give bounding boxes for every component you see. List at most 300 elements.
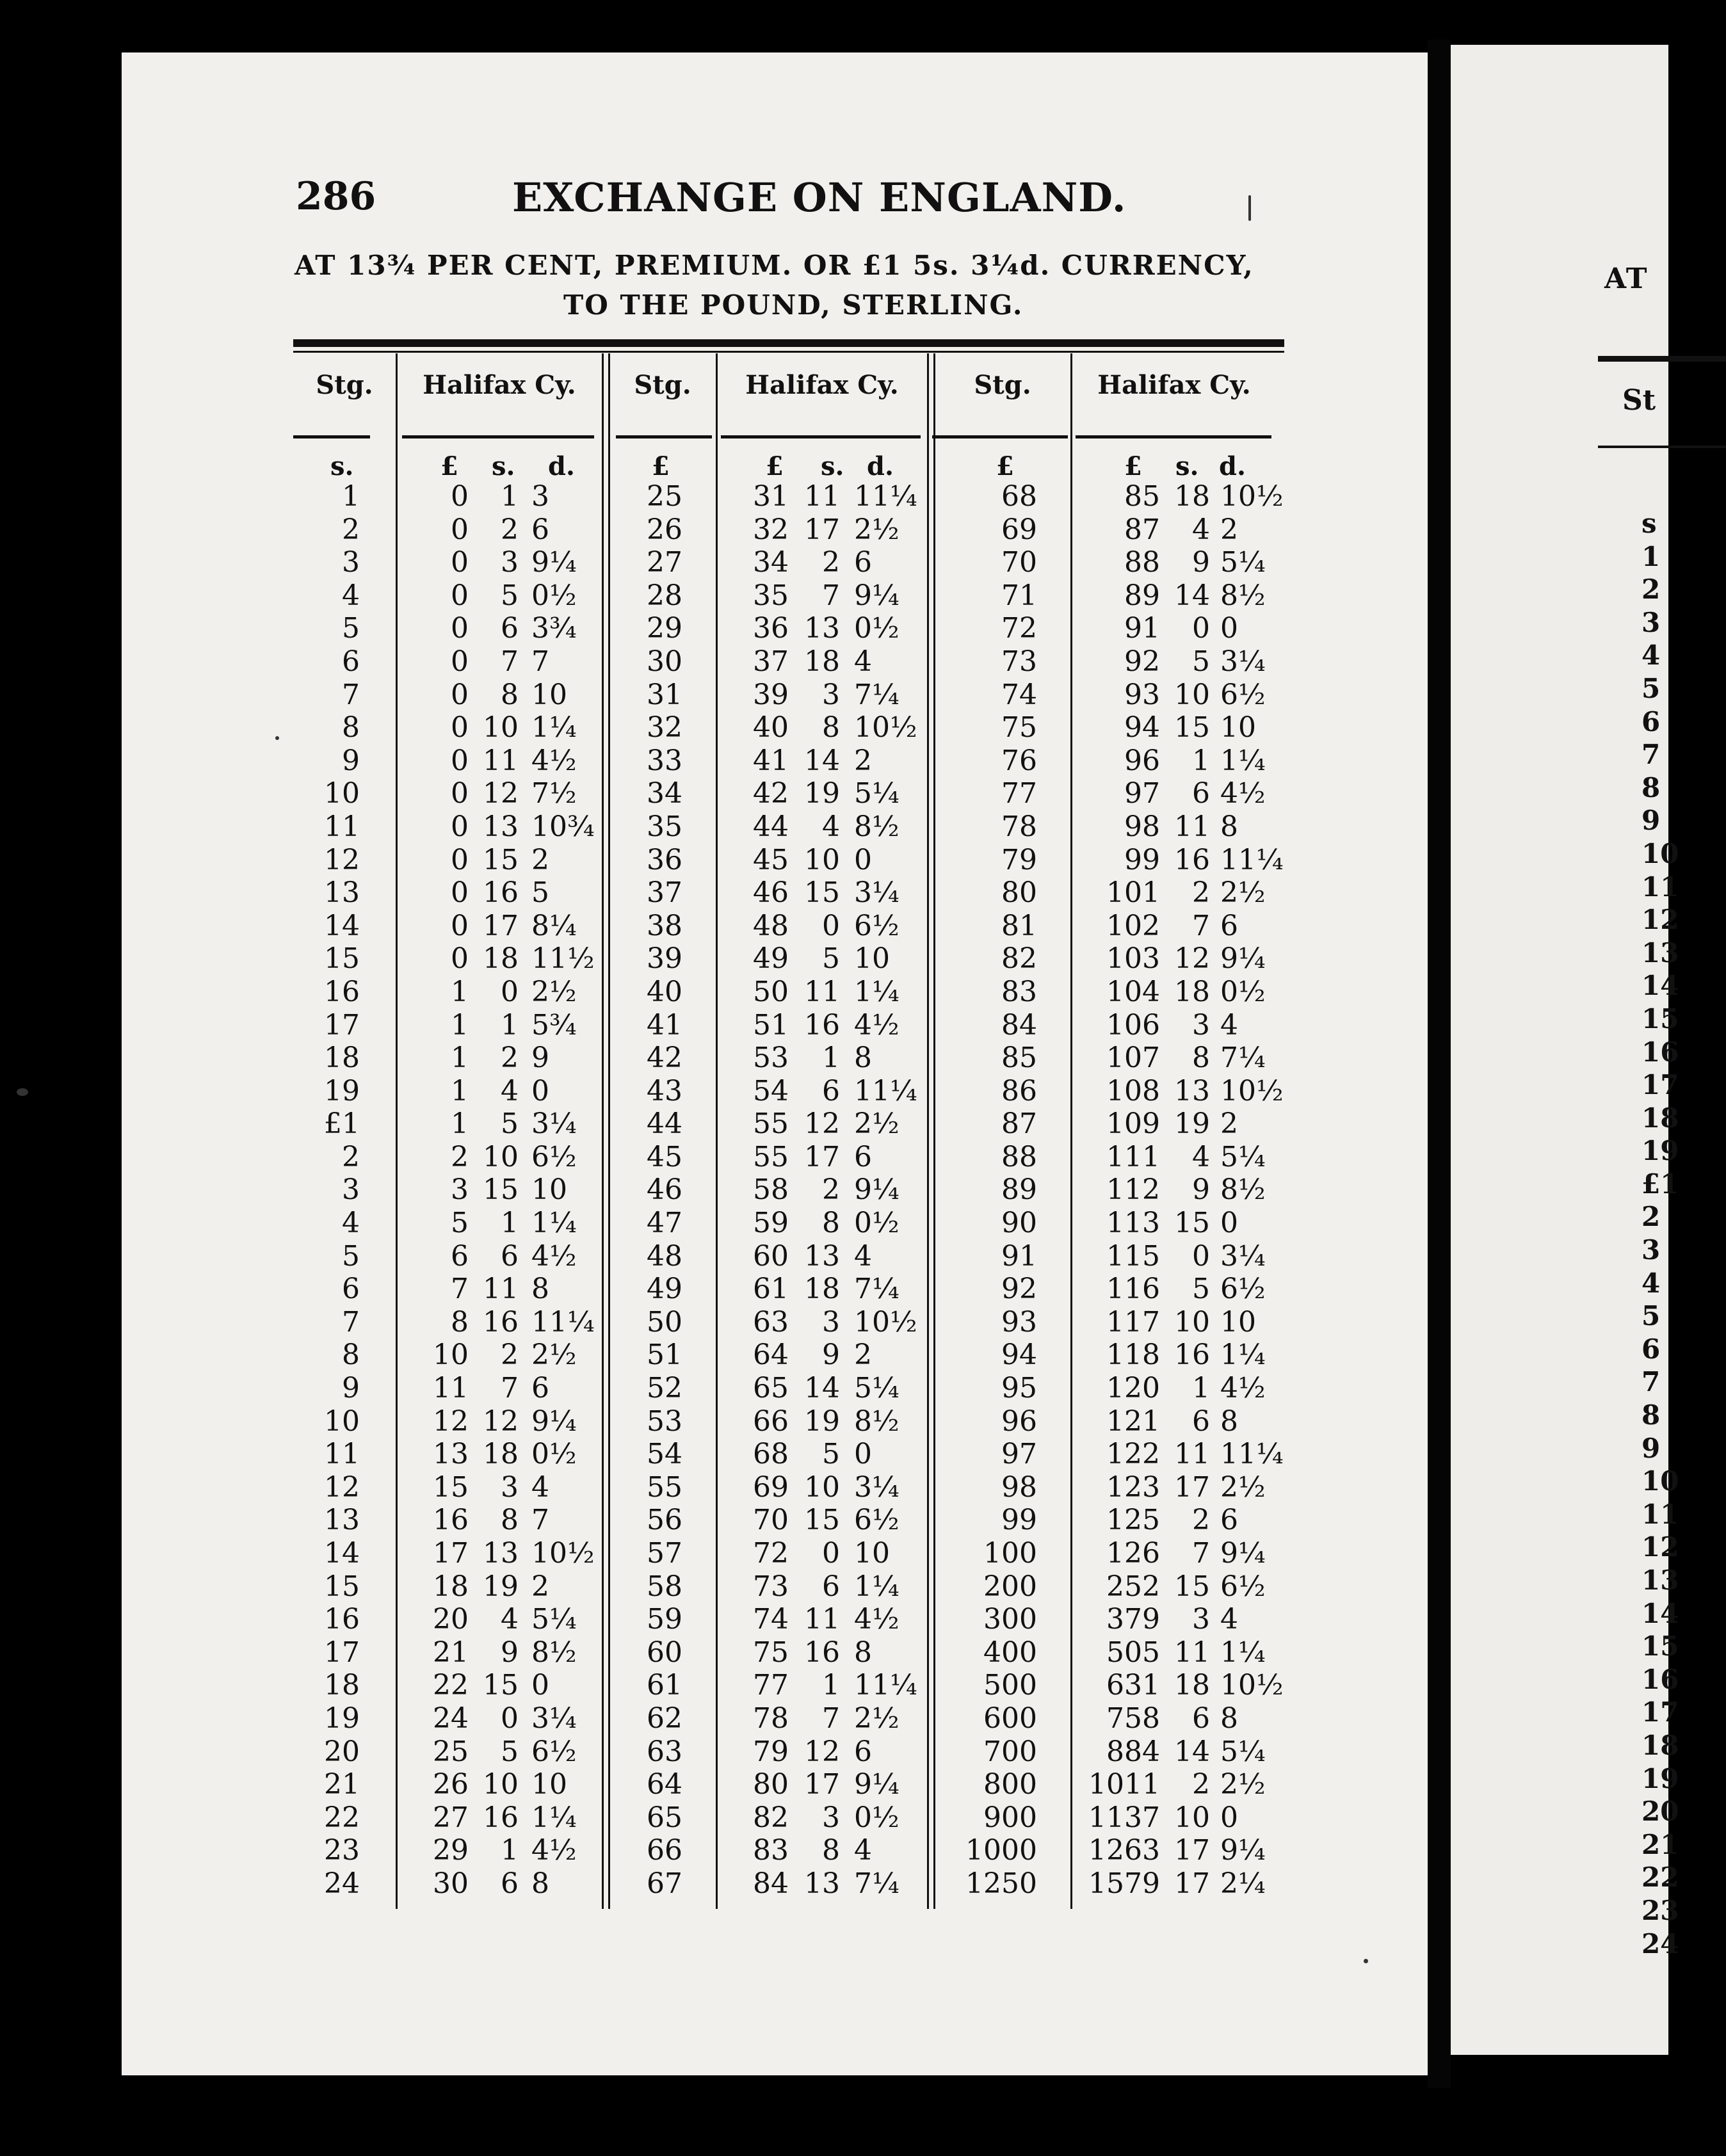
stg-cell: 96: [1001, 1404, 1037, 1438]
pounds-cell: 0: [451, 843, 469, 876]
pence-cell: 10: [531, 1768, 567, 1801]
stg-cell: 300: [983, 1603, 1037, 1636]
stg-cell: 36: [647, 843, 682, 876]
shillings-cell: 1: [501, 480, 519, 513]
stg-cell: 99: [1001, 1504, 1037, 1537]
pence-cell: 3¼: [854, 1470, 899, 1504]
adjacent-page-row-fragment: 13: [1641, 1565, 1679, 1596]
stg-cell: 1: [342, 480, 360, 513]
block1-pence-column: [531, 480, 602, 1901]
shillings-cell: 0: [1192, 1239, 1210, 1273]
shillings-cell: 13: [804, 1867, 840, 1900]
pounds-cell: 123: [1106, 1470, 1160, 1504]
pounds-cell: 31: [753, 480, 789, 513]
pounds-cell: 0: [451, 909, 469, 942]
shillings-cell: 12: [1174, 942, 1210, 976]
stg-cell: 34: [647, 777, 682, 810]
stg-cell: 20: [324, 1735, 360, 1768]
unit-label-pounds: £: [1124, 451, 1142, 481]
shillings-cell: 19: [804, 1404, 840, 1438]
pounds-cell: 15: [433, 1470, 469, 1504]
shillings-cell: 16: [483, 1305, 519, 1339]
stg-cell: 56: [647, 1504, 682, 1537]
pence-cell: 10: [1220, 1305, 1256, 1339]
shillings-cell: 14: [1174, 579, 1210, 612]
shillings-cell: 7: [1192, 1537, 1210, 1570]
shillings-cell: 9: [822, 1339, 840, 1372]
shillings-cell: 17: [804, 513, 840, 546]
stg-cell: 41: [647, 1008, 682, 1042]
stg-cell: 14: [324, 909, 360, 942]
pence-cell: 9¼: [854, 579, 899, 612]
pence-cell: 8: [854, 1636, 872, 1669]
stg-cell: 43: [647, 1074, 682, 1107]
pounds-cell: 17: [433, 1537, 469, 1570]
shillings-cell: 0: [822, 909, 840, 942]
pounds-cell: 1: [451, 975, 469, 1008]
stg-cell: 11: [324, 810, 360, 843]
shillings-cell: 15: [483, 1173, 519, 1207]
pence-cell: 5¼: [531, 1603, 577, 1636]
pence-cell: 8: [1220, 1701, 1238, 1735]
pence-cell: 9¼: [1220, 942, 1266, 976]
pounds-cell: 89: [1124, 579, 1160, 612]
pence-cell: 5¼: [854, 777, 899, 810]
pence-cell: 5: [531, 876, 549, 910]
stg-cell: 17: [324, 1008, 360, 1042]
stg-cell: 10: [324, 1404, 360, 1438]
adjacent-page-row-fragment: 6: [1641, 705, 1661, 737]
stg-cell: 7: [342, 678, 360, 711]
pence-cell: 7¼: [1220, 1042, 1266, 1075]
stg-cell: 97: [1001, 1438, 1037, 1471]
adjacent-page-row-fragment: 10: [1641, 1465, 1679, 1497]
stg-cell: 2: [342, 513, 360, 546]
header-rule: [402, 435, 594, 438]
adjacent-page-row-fragment: 11: [1641, 871, 1679, 903]
stg-cell: 70: [1001, 546, 1037, 579]
pounds-cell: 85: [1124, 480, 1160, 513]
shillings-cell: 19: [1174, 1107, 1210, 1141]
pounds-cell: 72: [753, 1537, 789, 1570]
stg-cell: 79: [1001, 843, 1037, 876]
pounds-cell: 5: [451, 1207, 469, 1240]
pence-cell: 8¼: [531, 909, 577, 942]
pence-cell: 1¼: [854, 975, 899, 1008]
pence-cell: 1¼: [1220, 1636, 1266, 1669]
shillings-cell: 2: [501, 1042, 519, 1075]
stg-cell: 13: [324, 876, 360, 910]
stg-cell: 26: [647, 513, 682, 546]
stg-cell: 67: [647, 1867, 682, 1900]
adjacent-page-row-fragment: 4: [1641, 1267, 1661, 1299]
stg-cell: 25: [647, 480, 682, 513]
unit-label-shillings: s.: [821, 451, 844, 481]
shillings-cell: 17: [1174, 1834, 1210, 1867]
adjacent-page-row-fragment: 7: [1641, 1366, 1661, 1398]
stg-cell: 37: [647, 876, 682, 910]
shillings-cell: 6: [501, 1867, 519, 1900]
pence-cell: 6: [1220, 1504, 1238, 1537]
pence-cell: 3¼: [1220, 645, 1266, 678]
pounds-cell: 78: [753, 1701, 789, 1735]
adjacent-page-row-fragment: 19: [1641, 1135, 1679, 1167]
block2-pounds-column: [736, 480, 789, 1901]
pence-cell: 4: [854, 1239, 872, 1273]
adjacent-page-row-fragment: s: [1641, 508, 1657, 539]
shillings-cell: 15: [1174, 1207, 1210, 1240]
pence-cell: 8½: [1220, 579, 1266, 612]
shillings-cell: 19: [804, 777, 840, 810]
pounds-cell: 39: [753, 678, 789, 711]
pounds-cell: 0: [451, 513, 469, 546]
stg-cell: 15: [324, 1570, 360, 1603]
pounds-cell: 0: [451, 678, 469, 711]
adjacent-page-row-fragment: 8: [1641, 771, 1661, 803]
stg-cell: 12: [324, 843, 360, 876]
pounds-cell: 96: [1124, 744, 1160, 777]
shillings-cell: 11: [1174, 1636, 1210, 1669]
pence-cell: 10¾: [531, 810, 595, 843]
pounds-cell: 121: [1106, 1404, 1160, 1438]
pounds-cell: 109: [1106, 1107, 1160, 1141]
pounds-cell: 58: [753, 1173, 789, 1207]
adjacent-page-row-fragment: 15: [1641, 1630, 1679, 1662]
column-rule-double: [608, 353, 610, 1909]
pence-cell: 10: [854, 942, 890, 976]
pounds-cell: 73: [753, 1570, 789, 1603]
adjacent-page-row-fragment: 3: [1641, 1234, 1661, 1266]
pounds-cell: 122: [1106, 1438, 1160, 1471]
stg-cell: 84: [1001, 1008, 1037, 1042]
shillings-cell: 4: [501, 1603, 519, 1636]
pence-cell: 0½: [531, 1438, 577, 1471]
pounds-cell: 32: [753, 513, 789, 546]
pence-cell: 1¼: [1220, 1339, 1266, 1372]
stg-cell: 16: [324, 1603, 360, 1636]
stg-cell: 11: [324, 1438, 360, 1471]
pounds-cell: 103: [1106, 942, 1160, 976]
column-rule-double: [933, 353, 935, 1909]
pounds-cell: 379: [1106, 1603, 1160, 1636]
stg-cell: 4: [342, 1207, 360, 1240]
pence-cell: 10½: [531, 1537, 595, 1570]
shillings-cell: 4: [501, 1074, 519, 1107]
shillings-cell: 18: [1174, 480, 1210, 513]
shillings-cell: 7: [822, 579, 840, 612]
stg-cell: 700: [983, 1735, 1037, 1768]
stg-cell: 93: [1001, 1305, 1037, 1339]
stg-cell: 94: [1001, 1339, 1037, 1372]
pounds-cell: 0: [451, 942, 469, 976]
shillings-cell: 17: [804, 1140, 840, 1173]
stg-cell: 32: [647, 711, 682, 744]
shillings-cell: 9: [1192, 1173, 1210, 1207]
shillings-cell: 4: [1192, 513, 1210, 546]
pounds-cell: 1: [451, 1074, 469, 1107]
adjacent-page-row-fragment: 17: [1641, 1069, 1679, 1101]
pence-cell: 7¼: [854, 678, 899, 711]
shillings-cell: 11: [483, 744, 519, 777]
adjacent-page-row-fragment: 16: [1641, 1663, 1679, 1695]
pounds-cell: 70: [753, 1504, 789, 1537]
pounds-cell: 48: [753, 909, 789, 942]
shillings-cell: 10: [1174, 678, 1210, 711]
pence-cell: 10½: [854, 711, 917, 744]
stg-cell: 65: [647, 1801, 682, 1834]
pounds-cell: 13: [433, 1438, 469, 1471]
pence-cell: 4: [854, 645, 872, 678]
pence-cell: 4: [1220, 1008, 1238, 1042]
pounds-cell: 63: [753, 1305, 789, 1339]
pence-cell: 1¼: [531, 1801, 577, 1834]
stg-cell: 900: [983, 1801, 1037, 1834]
shillings-cell: 17: [1174, 1470, 1210, 1504]
col-header-stg: Stg.: [316, 370, 373, 400]
pence-cell: 5¾: [531, 1008, 577, 1042]
adjacent-page-row-fragment: 14: [1641, 1597, 1679, 1629]
col-header-halifax: Halifax Cy.: [1097, 370, 1251, 400]
pounds-cell: 35: [753, 579, 789, 612]
stg-cell: 33: [647, 744, 682, 777]
stg-cell: 5: [342, 612, 360, 645]
shillings-cell: 8: [1192, 1042, 1210, 1075]
shillings-cell: 12: [804, 1107, 840, 1141]
shillings-cell: 10: [804, 1470, 840, 1504]
stg-cell: 50: [647, 1305, 682, 1339]
pence-cell: 6½: [854, 1504, 899, 1537]
pence-cell: 4: [1220, 1603, 1238, 1636]
pence-cell: 9¼: [1220, 1834, 1266, 1867]
pence-cell: 11½: [531, 942, 595, 976]
pence-cell: 7: [531, 645, 549, 678]
adjacent-page-row-fragment: 21: [1641, 1828, 1679, 1860]
pounds-cell: 44: [753, 810, 789, 843]
pence-cell: 11¼: [531, 1305, 595, 1339]
shillings-cell: 3: [501, 546, 519, 579]
shillings-cell: 3: [1192, 1008, 1210, 1042]
pence-cell: 5¼: [1220, 546, 1266, 579]
pence-cell: 4½: [531, 1834, 577, 1867]
pence-cell: 2½: [854, 1107, 899, 1141]
pounds-cell: 80: [753, 1768, 789, 1801]
shillings-cell: 18: [483, 1438, 519, 1471]
stg-cell: 500: [983, 1669, 1037, 1702]
pounds-cell: 37: [753, 645, 789, 678]
adjacent-page-row-fragment: 23: [1641, 1894, 1679, 1926]
adjacent-page-rule: [1598, 446, 1726, 448]
pence-cell: 4½: [854, 1603, 899, 1636]
pounds-cell: 104: [1106, 975, 1160, 1008]
shillings-cell: 12: [483, 1404, 519, 1438]
adjacent-page-row-fragment: 10: [1641, 837, 1679, 869]
unit-label-shillings: s.: [492, 451, 515, 481]
shillings-cell: 8: [822, 1834, 840, 1867]
pounds-cell: 113: [1106, 1207, 1160, 1240]
adjacent-page-row-fragment: 16: [1641, 1036, 1679, 1068]
pence-cell: 2½: [531, 975, 577, 1008]
pence-cell: 2: [1220, 513, 1238, 546]
pence-cell: 8: [531, 1867, 549, 1900]
adjacent-page-row-fragment: 17: [1641, 1696, 1679, 1728]
stg-cell: 40: [647, 975, 682, 1008]
shillings-cell: 1: [501, 1008, 519, 1042]
stg-cell: 58: [647, 1570, 682, 1603]
adjacent-page-row-fragment: 18: [1641, 1729, 1679, 1761]
top-rule: [293, 339, 1284, 347]
pounds-cell: 87: [1124, 513, 1160, 546]
stg-cell: 80: [1001, 876, 1037, 910]
pence-cell: 6½: [1220, 1570, 1266, 1603]
stg-cell: 12: [324, 1470, 360, 1504]
shillings-cell: 12: [483, 777, 519, 810]
stg-cell: 28: [647, 579, 682, 612]
adjacent-page-row-fragment: 12: [1641, 904, 1679, 936]
pence-cell: 6½: [531, 1140, 577, 1173]
stg-cell: 8: [342, 1339, 360, 1372]
stg-cell: 39: [647, 942, 682, 976]
pounds-cell: 69: [753, 1470, 789, 1504]
stg-cell: 62: [647, 1701, 682, 1735]
stg-cell: 90: [1001, 1207, 1037, 1240]
stg-cell: 1000: [965, 1834, 1037, 1867]
shillings-cell: 17: [483, 909, 519, 942]
pence-cell: 2: [531, 843, 549, 876]
stg-cell: 81: [1001, 909, 1037, 942]
pounds-cell: 112: [1106, 1173, 1160, 1207]
pounds-cell: 65: [753, 1372, 789, 1405]
shillings-cell: 16: [804, 1008, 840, 1042]
column-rule-double: [602, 353, 604, 1909]
pence-cell: 5¼: [854, 1372, 899, 1405]
stg-cell: 4: [342, 579, 360, 612]
shillings-cell: 13: [804, 612, 840, 645]
pounds-cell: 0: [451, 876, 469, 910]
stg-cell: 95: [1001, 1372, 1037, 1405]
pence-cell: 0½: [531, 579, 577, 612]
block1-shillings-column: [472, 480, 519, 1901]
adjacent-page-row-fragment: 9: [1641, 1432, 1661, 1464]
pence-cell: 6½: [854, 909, 899, 942]
adjacent-page-row-fragment: 6: [1641, 1333, 1661, 1365]
pounds-cell: 64: [753, 1339, 789, 1372]
pounds-cell: 93: [1124, 678, 1160, 711]
shillings-cell: 11: [483, 1273, 519, 1306]
pounds-cell: 11: [433, 1372, 469, 1405]
block2-shillings-column: [793, 480, 840, 1901]
pence-cell: 6: [531, 1372, 549, 1405]
stg-cell: 400: [983, 1636, 1037, 1669]
adjacent-page-row-fragment: 19: [1641, 1762, 1679, 1794]
stg-cell: 17: [324, 1636, 360, 1669]
pounds-cell: 1011: [1088, 1768, 1160, 1801]
shillings-cell: 14: [804, 744, 840, 777]
pence-cell: 8½: [854, 1404, 899, 1438]
pounds-cell: 53: [753, 1042, 789, 1075]
pounds-cell: 884: [1106, 1735, 1160, 1768]
shillings-cell: 16: [483, 1801, 519, 1834]
pence-cell: 9: [531, 1042, 549, 1075]
pounds-cell: 68: [753, 1438, 789, 1471]
shillings-cell: 15: [483, 1669, 519, 1702]
pence-cell: 0: [1220, 1207, 1238, 1240]
pence-cell: 10½: [1220, 1074, 1284, 1107]
pounds-cell: 60: [753, 1239, 789, 1273]
adjacent-page-row-fragment: 5: [1641, 672, 1661, 704]
pounds-cell: 120: [1106, 1372, 1160, 1405]
header-rule: [721, 435, 921, 438]
page-title: EXCHANGE ON ENGLAND.: [512, 174, 1127, 221]
pounds-cell: 125: [1106, 1504, 1160, 1537]
stg-cell: 800: [983, 1768, 1037, 1801]
shillings-cell: 7: [501, 645, 519, 678]
stg-cell: 15: [324, 942, 360, 976]
stg-cell: 48: [647, 1239, 682, 1273]
pounds-cell: 505: [1106, 1636, 1160, 1669]
pounds-cell: 40: [753, 711, 789, 744]
unit-label-shillings: s.: [1175, 451, 1199, 481]
adjacent-page-row-fragment: 11: [1641, 1498, 1679, 1530]
pence-cell: 8: [1220, 1404, 1238, 1438]
pounds-cell: 0: [451, 645, 469, 678]
pence-cell: 0: [854, 843, 872, 876]
stg-cell: 5: [342, 1239, 360, 1273]
pounds-cell: 0: [451, 711, 469, 744]
stg-cell: 63: [647, 1735, 682, 1768]
stg-cell: 47: [647, 1207, 682, 1240]
shillings-cell: 7: [1192, 909, 1210, 942]
pounds-cell: 126: [1106, 1537, 1160, 1570]
pence-cell: 7¼: [854, 1867, 899, 1900]
shillings-cell: 13: [483, 1537, 519, 1570]
pence-cell: 9¼: [854, 1768, 899, 1801]
pounds-cell: 758: [1106, 1701, 1160, 1735]
pence-cell: 1¼: [1220, 744, 1266, 777]
stg-cell: 38: [647, 909, 682, 942]
pence-cell: 8: [531, 1273, 549, 1306]
block3-pounds-column: [1082, 480, 1160, 1901]
shillings-cell: 10: [804, 843, 840, 876]
shillings-cell: 16: [483, 876, 519, 910]
pence-cell: 1¼: [531, 711, 577, 744]
shillings-cell: 11: [1174, 810, 1210, 843]
shillings-cell: 8: [501, 678, 519, 711]
shillings-cell: 14: [1174, 1735, 1210, 1768]
pounds-cell: 0: [451, 546, 469, 579]
pence-cell: 8: [1220, 810, 1238, 843]
stg-cell: 77: [1001, 777, 1037, 810]
block2-stg-column: [618, 480, 682, 1901]
shillings-cell: 16: [804, 1636, 840, 1669]
stg-cell: 51: [647, 1339, 682, 1372]
stg-cell: 91: [1001, 1239, 1037, 1273]
shillings-cell: 1: [1192, 1372, 1210, 1405]
pounds-cell: 108: [1106, 1074, 1160, 1107]
pounds-cell: 1579: [1088, 1867, 1160, 1900]
paper-speck: [1364, 1959, 1368, 1963]
stg-cell: 35: [647, 810, 682, 843]
shillings-cell: 10: [483, 711, 519, 744]
adjacent-page-rows: [1641, 507, 1680, 1960]
stg-cell: 74: [1001, 678, 1037, 711]
unit-label-pence: d.: [1219, 451, 1246, 481]
shillings-cell: 8: [501, 1504, 519, 1537]
stg-cell: 14: [324, 1537, 360, 1570]
pounds-cell: 66: [753, 1404, 789, 1438]
shillings-cell: 15: [804, 876, 840, 910]
stg-cell: 19: [324, 1074, 360, 1107]
pounds-cell: 29: [433, 1834, 469, 1867]
